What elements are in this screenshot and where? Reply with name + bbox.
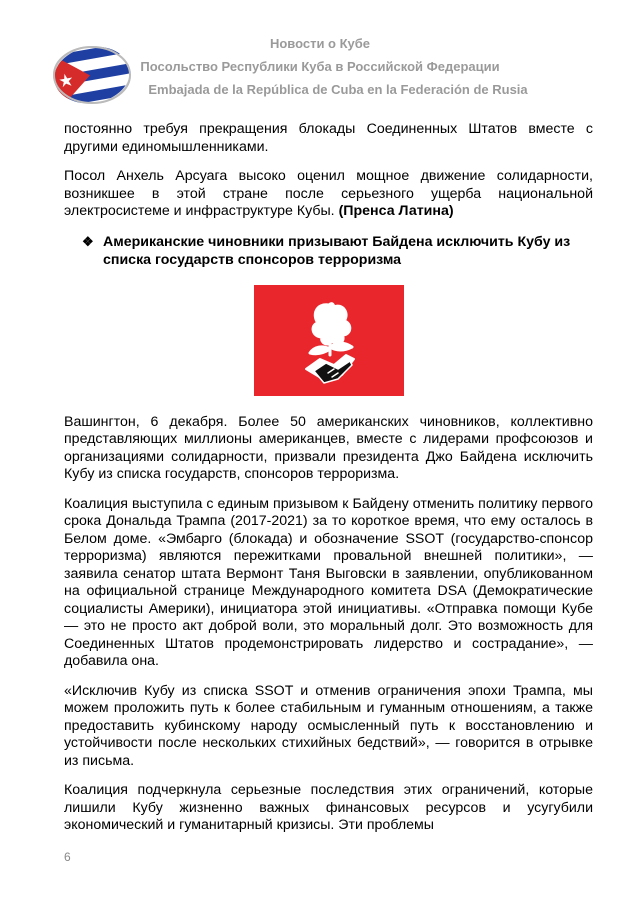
paragraph-consequences: Коалиция подчеркнула серьезные последствия этих ограничений, которые лишили Кубу жизненно важных финансовых ресурсов и усугубили экономический и гуманитарный кризисы. Эти проблемы <box>64 782 593 833</box>
page-number: 6 <box>64 850 71 864</box>
header-embassy-ru: Посольство Республики Куба в Российской Федерации <box>140 59 500 74</box>
paragraph-arsuaga <box>64 168 593 221</box>
source-label: (Пренса Латина) <box>338 203 454 219</box>
diamond-bullet-icon: ❖ <box>82 233 94 249</box>
rose-handshake-icon <box>254 285 404 396</box>
heading-text: Американские чиновники призывают Байдена исключить Кубу из списка государств спонсоров терроризма <box>103 233 571 268</box>
page-content <box>64 121 593 847</box>
paragraph-quote: «Исключив Кубу из списка SSOT и отменив ограничения эпохи Трампа, мы можем проложить путь к более стабильным и гуманным отношениям, а также предоставить кубинскому народу осмысленный путь к восстановлению и устойчивости после нескольких стихийных бедствий», — говорится в отрывке из письма. <box>64 682 593 769</box>
header-embassy-es: Embajada de la República de Cuba en la Federación de Rusia <box>148 82 528 97</box>
article-heading <box>64 233 593 269</box>
paragraph-text: Посол Анхель Арсуага высоко оценил мощное движение солидарности, возникшее в этой стране после серьезного ущерба национальной электросистеме и инфраструктуре Кубы. <box>64 168 593 219</box>
paragraph-coalition: Коалиция выступила с единым призывом к Байдену отменить политику первого срока Дональда Трампа (2017-2021) за то короткое время, что ему осталось в Белом доме. «Эмбарго (блокада) и обозначение SSOT (государство-спонсор терроризма) являются пережитками провальной внешней политики», — заявила сенатор штата Вермонт Таня Выговски в заявлении, опубликованном на официальной странице Международного комитета DSA (Демократические социалисты Америки), инициатора этой инициативы. «Отправка помощи Кубе — это не просто акт доброй воли, это моральный долг. Это возможность для Соединенных Штатов продемонстрировать лидерство и сострадание», — добавила она. <box>64 495 593 669</box>
header-title: Новости о Кубе <box>269 36 371 51</box>
paragraph-continued: постоянно требуя прекращения блокады Соединенных Штатов вместе с другими единомышленниками. <box>64 121 593 155</box>
paragraph-washington: Вашингтон, 6 декабря. Более 50 американских чиновников, коллективно представляющих миллионы американцев, вместе с лидерами профсоюзов и организациями солидарности, призвали президента Джо Байдена исключить Кубу из списка государств, спонсоров терроризма. <box>64 413 593 482</box>
page-header <box>0 0 640 110</box>
